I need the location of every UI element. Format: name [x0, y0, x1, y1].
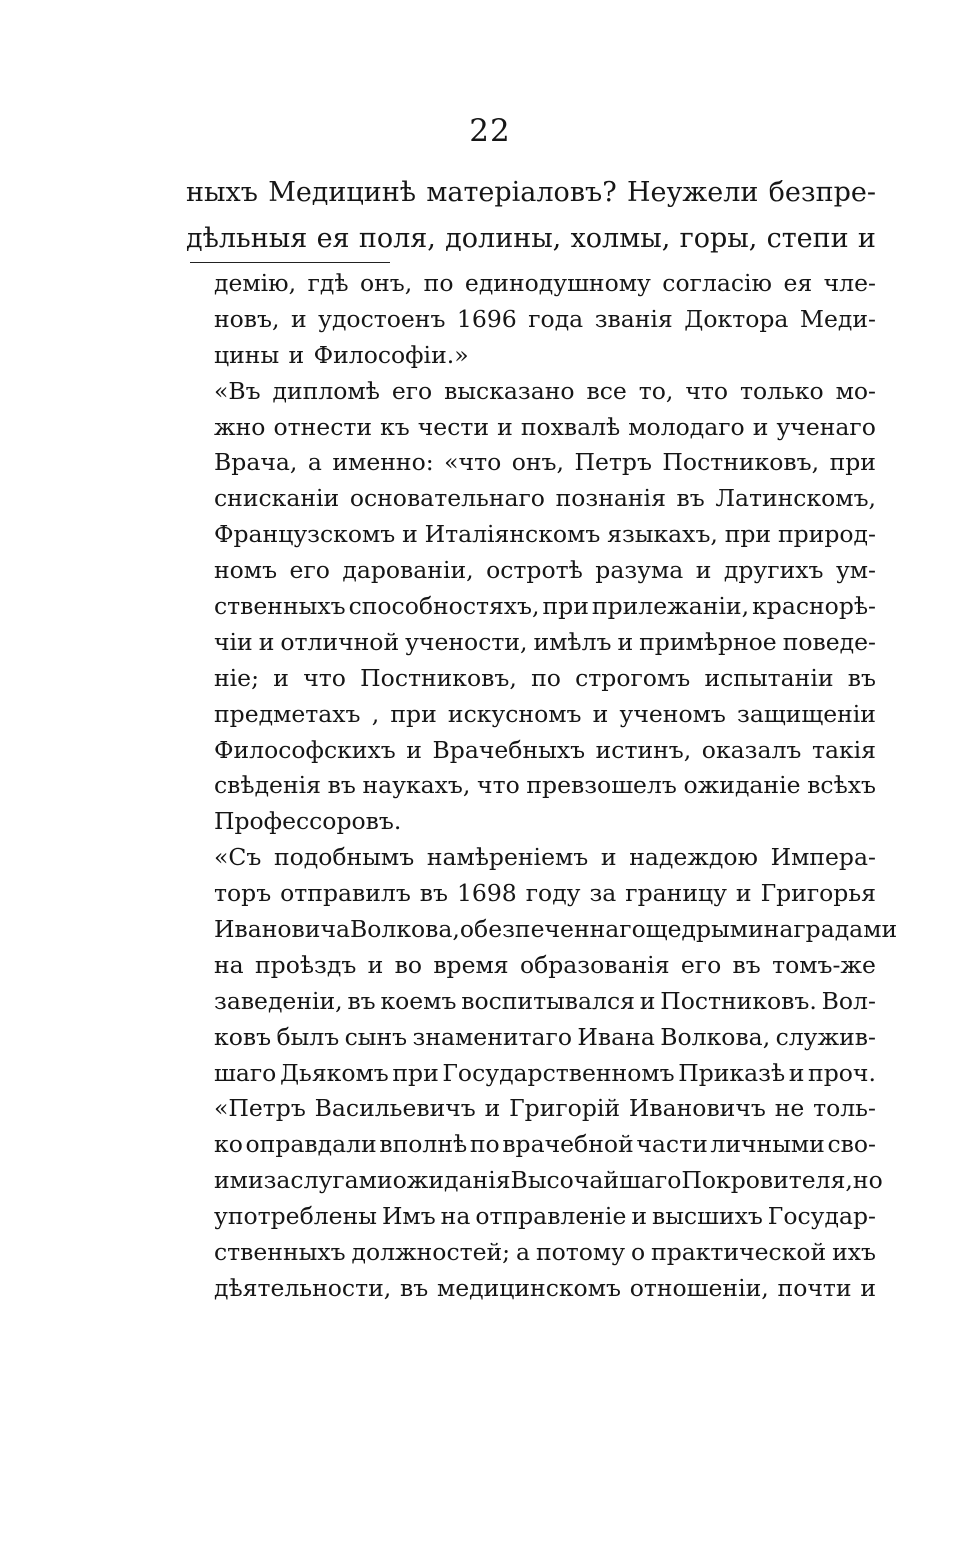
word: строгомъ — [575, 663, 691, 692]
word: отличной — [280, 627, 400, 656]
word: онъ, — [511, 448, 564, 477]
word: года — [528, 304, 584, 333]
word: поля, — [358, 223, 436, 254]
word: проч. — [808, 1058, 876, 1087]
word: удостоенъ — [318, 304, 446, 333]
footnote-line — [214, 481, 876, 517]
footnote-line — [214, 410, 876, 446]
word: гдѣ — [307, 269, 349, 297]
word: учености, — [405, 627, 528, 656]
word: а — [307, 448, 322, 477]
word: похвалѣ — [520, 412, 621, 441]
word: ко — [214, 1130, 243, 1159]
word: году — [525, 879, 581, 908]
word: его — [289, 556, 330, 585]
word: при — [724, 520, 772, 549]
word: надеждою — [629, 843, 758, 872]
word: именно: — [332, 448, 434, 477]
word: дарованіи, — [342, 556, 474, 585]
word: и — [258, 627, 275, 656]
word: что — [303, 663, 346, 692]
word: практической — [651, 1238, 827, 1267]
word: при — [390, 699, 437, 728]
word: Вол- — [821, 986, 876, 1015]
word: торъ — [214, 879, 272, 908]
word: краснорѣ- — [752, 592, 876, 621]
word: въ — [327, 771, 356, 800]
word: ея — [316, 223, 350, 254]
word: Французскомъ — [214, 520, 396, 549]
main-text-line — [186, 216, 876, 262]
word: жно — [214, 412, 266, 441]
word: къ — [380, 412, 410, 441]
word: Волкова, — [350, 915, 460, 944]
footnote-line — [214, 1163, 883, 1199]
word: медицинскомъ — [436, 1273, 621, 1302]
word: остротѣ — [486, 556, 583, 585]
word: такія — [811, 735, 876, 764]
word: дѣльныя — [186, 223, 308, 254]
word: границу — [625, 879, 727, 908]
word: Приказѣ — [678, 1058, 786, 1087]
word: ніе; — [214, 663, 260, 692]
word: въ — [399, 1273, 429, 1302]
word: о — [630, 1238, 646, 1267]
word: Врача, — [214, 448, 298, 477]
word: оправдали — [245, 1130, 377, 1159]
word: Григорій — [509, 1094, 621, 1123]
word: Васильевичъ — [314, 1094, 476, 1123]
word: чле- — [823, 269, 876, 297]
word: наградами — [763, 915, 898, 944]
word: другихъ — [723, 556, 824, 585]
word: на — [440, 1202, 471, 1231]
footnote-divider — [190, 262, 390, 263]
word: употреблены — [214, 1202, 377, 1231]
word: по — [469, 1130, 500, 1159]
word: при — [392, 1058, 439, 1087]
footnote-line — [214, 1091, 876, 1127]
word: части — [636, 1130, 708, 1159]
word: ученаго — [776, 412, 876, 441]
word: по — [423, 269, 454, 297]
word: и — [695, 556, 712, 585]
word: званія — [594, 304, 673, 333]
word: , — [371, 699, 380, 728]
word: Неужели — [626, 177, 759, 208]
footnote-line — [214, 1271, 876, 1307]
word: Григорья — [760, 879, 876, 908]
word: и — [631, 1202, 648, 1231]
word: ученомъ — [619, 699, 726, 728]
word: почти — [777, 1273, 852, 1302]
word: «что — [444, 448, 502, 477]
word: но — [852, 1166, 883, 1195]
word: томъ-же — [772, 950, 876, 979]
word: служив- — [775, 1022, 876, 1051]
word: проѣздъ — [255, 950, 357, 979]
word: истинъ, — [595, 735, 692, 764]
word: и — [497, 412, 513, 441]
word: испытаніи — [704, 663, 834, 692]
word: номъ — [214, 556, 278, 585]
footnote-line — [214, 625, 876, 661]
word: дипломѣ — [272, 376, 380, 405]
word: языкахъ, — [607, 520, 718, 549]
word: сынъ — [344, 1022, 408, 1051]
word: ковъ — [214, 1022, 272, 1051]
word: единодушному — [464, 269, 651, 297]
word: заведеніи, — [214, 986, 343, 1015]
word: Постниковъ, — [360, 663, 517, 692]
word: Италіянскомъ — [424, 520, 601, 549]
word: Высочайшаго — [510, 1166, 682, 1195]
word: въ — [419, 879, 448, 908]
word: Ивановичъ — [628, 1094, 766, 1123]
word: Медицинѣ — [268, 177, 417, 208]
word: демію, — [214, 269, 297, 297]
word: 1698 — [456, 879, 517, 908]
word: сво- — [827, 1130, 876, 1159]
word: Доктора — [684, 304, 789, 333]
word: ими — [214, 1166, 264, 1195]
word: горы, — [679, 223, 758, 254]
word: и — [367, 950, 384, 979]
word: дѣятельности, — [214, 1273, 392, 1302]
footnote-line — [214, 1235, 876, 1271]
word: его — [391, 376, 433, 405]
word: прилежаніи, — [591, 592, 750, 621]
footnote-line — [214, 912, 898, 948]
word: искусномъ — [447, 699, 582, 728]
word: холмы, — [570, 223, 671, 254]
word: безпре- — [768, 177, 876, 208]
footnote-line — [214, 876, 876, 912]
word: способностяхъ, — [348, 592, 540, 621]
word: заслугами — [263, 1166, 393, 1195]
word: ожиданія — [392, 1166, 511, 1195]
word: Покровителя, — [681, 1166, 853, 1195]
word: снисканіи — [214, 484, 340, 513]
main-text — [186, 170, 876, 262]
word: Постниковъ. — [660, 986, 817, 1015]
word: подобнымъ — [273, 843, 415, 872]
word: Философіи.» — [313, 340, 469, 369]
word: природ- — [777, 520, 876, 549]
word: мо- — [835, 376, 876, 405]
word: Государ- — [767, 1202, 876, 1231]
word: онъ, — [359, 269, 413, 297]
word: Врачебныхъ — [432, 735, 586, 764]
footnote-line — [214, 553, 876, 589]
word: потому — [535, 1238, 626, 1267]
word: ственныхъ — [214, 1238, 346, 1267]
word: въ — [347, 986, 376, 1015]
word: имѣлъ — [533, 627, 612, 656]
footnote-line — [214, 1056, 876, 1092]
word: отнести — [273, 412, 373, 441]
word: и — [735, 879, 752, 908]
word: степи — [766, 223, 849, 254]
word: ум- — [835, 556, 876, 585]
word: чести — [417, 412, 490, 441]
word: вполнѣ — [379, 1130, 468, 1159]
word: «Съ — [214, 843, 262, 872]
word: что — [477, 771, 520, 800]
word: высказано — [444, 376, 575, 405]
word: то, — [638, 376, 674, 405]
word: ея — [783, 269, 813, 297]
word: не — [774, 1094, 805, 1123]
word: всѣхъ — [807, 771, 876, 800]
word: и — [484, 1094, 501, 1123]
word: «Въ — [214, 376, 261, 405]
word: основательнаго — [349, 484, 545, 513]
word: врачебной — [502, 1130, 634, 1159]
word: за — [589, 879, 617, 908]
footnote-line — [214, 338, 876, 374]
word: намѣреніемъ — [426, 843, 589, 872]
word: Латинскомъ, — [715, 484, 876, 513]
word: что — [685, 376, 728, 405]
word: и — [857, 223, 876, 254]
word: обезпеченнаго — [459, 915, 646, 944]
word: отношеніи, — [629, 1273, 769, 1302]
word: только — [739, 376, 824, 405]
footnote-line — [214, 984, 876, 1020]
word: наукахъ, — [362, 771, 471, 800]
word: и — [290, 304, 307, 333]
word: должностей; — [351, 1238, 511, 1267]
footnote-line — [214, 948, 876, 984]
word: образованія — [519, 950, 670, 979]
word: ихъ — [832, 1238, 876, 1267]
footnote-line — [214, 302, 876, 338]
word: Государственномъ — [442, 1058, 675, 1087]
word: его — [680, 950, 722, 979]
footnote-line — [214, 1127, 876, 1163]
word: коемъ — [380, 986, 457, 1015]
footnote-line — [214, 445, 876, 481]
word: Дьякомъ — [279, 1058, 389, 1087]
word: и — [273, 663, 289, 692]
word: ныхъ — [186, 177, 258, 208]
word: Импера- — [770, 843, 876, 872]
footnote-line — [214, 733, 876, 769]
word: по — [531, 663, 561, 692]
word: воспитывался — [461, 986, 635, 1015]
footnote-line — [214, 374, 876, 410]
word: и — [639, 986, 656, 1015]
word: отправленіе — [475, 1202, 627, 1231]
word: и — [860, 1273, 876, 1302]
word: ственныхъ — [214, 592, 346, 621]
word: знаменитаго — [412, 1022, 572, 1051]
footnote-line — [214, 1199, 876, 1235]
word: новъ, — [214, 304, 280, 333]
word: и — [788, 1058, 805, 1087]
word: поведе- — [782, 627, 876, 656]
word: Имъ — [381, 1202, 436, 1231]
word: высшихъ — [652, 1202, 763, 1231]
word: шаго — [214, 1058, 277, 1087]
word: и — [617, 627, 634, 656]
word: согласію — [662, 269, 772, 297]
footnote-line — [214, 768, 876, 804]
word: въ — [847, 663, 876, 692]
word: цины — [214, 340, 280, 369]
word: познанія — [555, 484, 666, 513]
word: а — [516, 1238, 531, 1267]
word: щедрыми — [645, 915, 764, 944]
word: во — [394, 950, 422, 979]
page-number: 22 — [469, 113, 511, 149]
word: Ивана — [577, 1022, 655, 1051]
word: отправилъ — [280, 879, 411, 908]
word: Ивановича — [214, 915, 350, 944]
word: въ — [676, 484, 705, 513]
word: при — [542, 592, 589, 621]
footnote-line — [214, 589, 876, 625]
word: матеріаловъ? — [426, 177, 617, 208]
word: превзошелъ — [526, 771, 677, 800]
footnote-line — [214, 1020, 876, 1056]
word: и — [402, 520, 418, 549]
footnote-line — [214, 266, 876, 302]
main-text-line — [186, 170, 876, 216]
footnote-line — [214, 804, 876, 840]
word: Профессоровъ. — [214, 807, 402, 836]
word: толь- — [813, 1094, 876, 1123]
word: примѣрное — [639, 627, 777, 656]
word: Меди- — [799, 304, 876, 333]
word: долины, — [445, 223, 562, 254]
footnote-line — [214, 697, 876, 733]
word: былъ — [276, 1022, 340, 1051]
footnote-line — [214, 517, 876, 553]
word: 1696 — [456, 304, 517, 333]
word: на — [214, 950, 244, 979]
word: и — [592, 699, 609, 728]
word: ожиданіе — [683, 771, 801, 800]
footnote-line — [214, 840, 876, 876]
word: Постниковъ, — [662, 448, 820, 477]
word: при — [829, 448, 876, 477]
word: молодаго — [628, 412, 745, 441]
word: и — [600, 843, 617, 872]
word: чіи — [214, 627, 253, 656]
word: и — [752, 412, 769, 441]
word: предметахъ — [214, 699, 361, 728]
word: и — [406, 735, 422, 764]
word: Философскихъ — [214, 735, 396, 764]
word: разума — [595, 556, 684, 585]
footnote-text — [214, 266, 898, 1307]
word: въ — [732, 950, 761, 979]
word: Петръ — [574, 448, 652, 477]
word: Волкова, — [660, 1022, 771, 1051]
footnote-line — [214, 661, 876, 697]
word: свѣденія — [214, 771, 321, 800]
word: оказалъ — [701, 735, 802, 764]
word: защищеніи — [737, 699, 876, 728]
word: и — [288, 340, 305, 369]
word: личными — [710, 1130, 825, 1159]
word: «Петръ — [214, 1094, 306, 1123]
word: время — [433, 950, 509, 979]
word: все — [586, 376, 627, 405]
